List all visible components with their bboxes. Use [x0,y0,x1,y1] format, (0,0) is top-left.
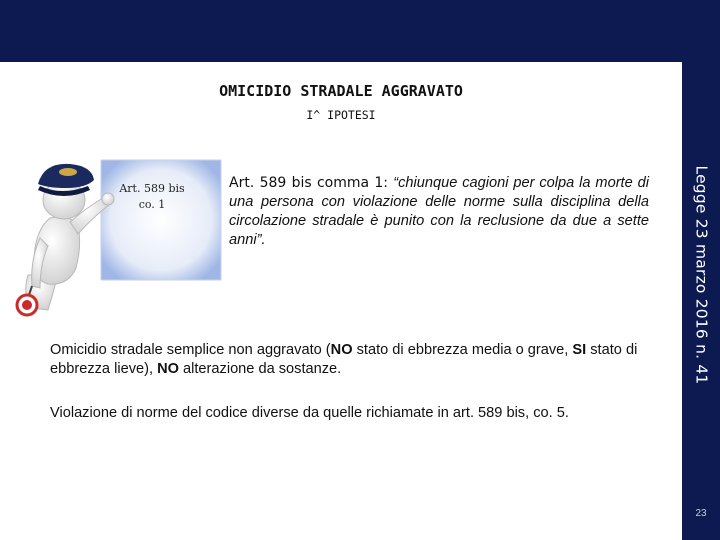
p1-text-g: alterazione da sostanze. [178,361,342,377]
slide-title: OMICIDIO STRADALE AGGRAVATO [219,82,463,100]
top-header-bar [0,0,720,62]
p1-si: SI [572,342,587,358]
paragraph-simple-homicide [50,341,650,379]
page-number: 23 [695,508,707,519]
sign-line-1: Art. 589 bis [119,182,185,195]
sign-caption [110,181,194,213]
law-reference-label: Legge 23 marzo 2016 n. 41 [692,165,711,385]
p1-no-2: NO [157,361,179,377]
p1-text-e: stato di ebbrezza lieve), [50,342,638,377]
police-officer-figure-icon [10,150,230,320]
article-text [229,174,649,250]
sign-panel [101,160,221,280]
sign-line-2: co. 1 [138,198,166,211]
p1-text-a: Omicidio stradale semplice non aggravato ( [50,342,331,358]
article-quote: “chiunque cagioni per colpa la morte di una persona con violazione delle norme sulla disciplina della circolazione stradale è punito con la reclusione da due a sette anni”. [229,175,649,248]
article-lead: Art. 589 bis comma 1: [229,175,394,191]
p1-no-1: NO [330,342,353,358]
paragraph-violation: Violazione di norme del codice diverse da quelle richiamate in art. 589 bis, co. 5. [50,405,569,421]
side-label-container [682,145,720,405]
slide-subtitle: I^ IPOTESI [306,108,376,122]
p1-text-c: stato di ebbrezza media o grave, [352,342,573,358]
